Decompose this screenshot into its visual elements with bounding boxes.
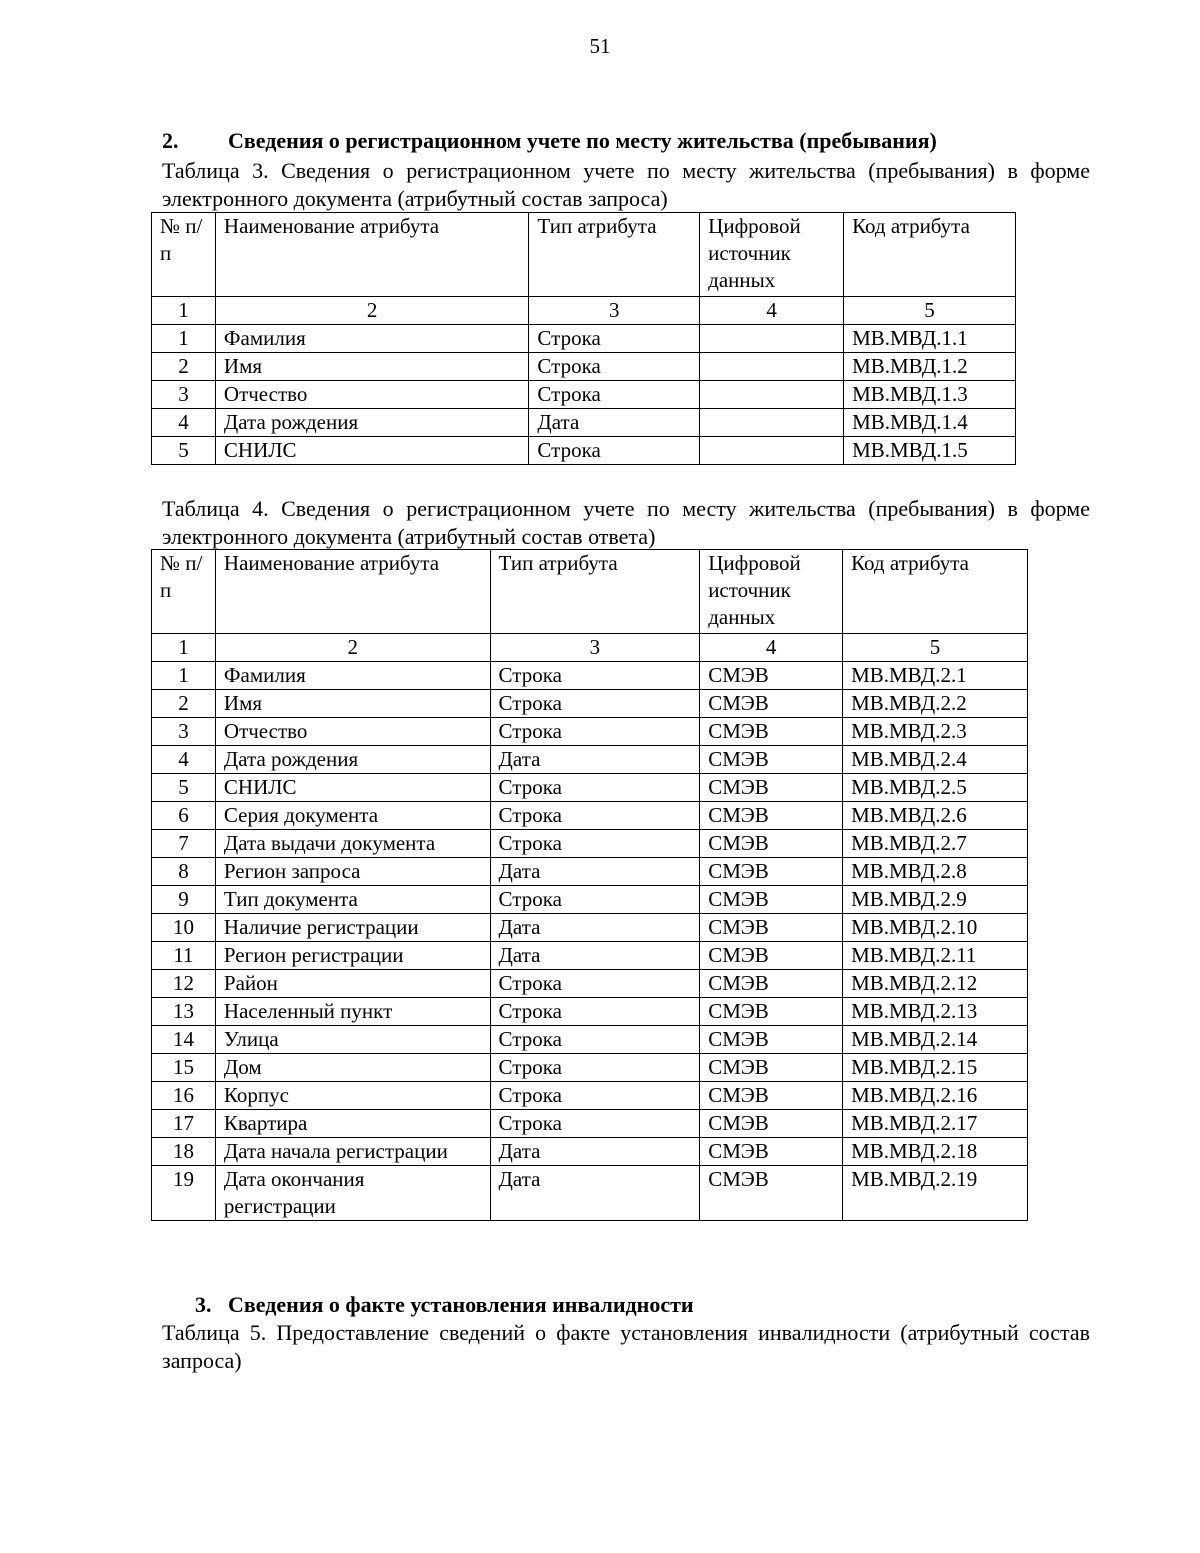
table-cell: Строка (490, 802, 700, 830)
table-cell: СМЭВ (700, 1054, 843, 1082)
table-cell: Тип документа (215, 886, 490, 914)
table-cell: МВ.МВД.2.6 (843, 802, 1028, 830)
table-cell: 4 (152, 409, 216, 437)
table-cell: СМЭВ (700, 1138, 843, 1166)
table-row (152, 437, 1016, 465)
table-header-row (152, 213, 1016, 297)
page-number: 51 (589, 34, 611, 58)
table-cell: СМЭВ (700, 746, 843, 774)
table-cell: СНИЛС (215, 774, 490, 802)
table-cell: МВ.МВД.1.4 (844, 409, 1016, 437)
table-cell: Строка (490, 970, 700, 998)
table-row (152, 802, 1028, 830)
table-header-cell: № п/п (152, 550, 216, 634)
table-cell: Дата (490, 914, 700, 942)
table-cell (700, 381, 844, 409)
table-cell: 1 (152, 325, 216, 353)
table-cell: МВ.МВД.2.2 (843, 690, 1028, 718)
table-cell: Дата рождения (215, 746, 490, 774)
table-header-cell: Тип атрибута (490, 550, 700, 634)
table-cell: СМЭВ (700, 914, 843, 942)
table-cell: Дата начала регистрации (215, 1138, 490, 1166)
table-column-number-cell: 2 (215, 634, 490, 662)
table-cell: Дата (490, 746, 700, 774)
table-header-cell: Код атрибута (843, 550, 1028, 634)
table-cell: 10 (152, 914, 216, 942)
table-cell: Наличие регистрации (215, 914, 490, 942)
table-cell: Дата рождения (215, 409, 529, 437)
table-cell: Строка (490, 718, 700, 746)
table-cell: СМЭВ (700, 942, 843, 970)
table-cell: СМЭВ (700, 858, 843, 886)
section-3-title: Сведения о факте установления инвалидности (228, 1292, 694, 1317)
table-cell: СМЭВ (700, 998, 843, 1026)
table-cell: 11 (152, 942, 216, 970)
table-row (152, 942, 1028, 970)
table-row (152, 830, 1028, 858)
table-row (152, 970, 1028, 998)
table-cell: Серия документа (215, 802, 490, 830)
table-cell: СМЭВ (700, 1110, 843, 1138)
table-column-number-cell: 4 (700, 634, 843, 662)
table-cell (700, 437, 844, 465)
table-cell: Строка (490, 1082, 700, 1110)
table-cell: МВ.МВД.2.3 (843, 718, 1028, 746)
table-row (152, 325, 1016, 353)
table-cell: МВ.МВД.2.1 (843, 662, 1028, 690)
table-cell: СМЭВ (700, 690, 843, 718)
table-cell: СМЭВ (700, 718, 843, 746)
table-cell: МВ.МВД.1.5 (844, 437, 1016, 465)
table-cell: Дата (490, 942, 700, 970)
section-2-heading (162, 128, 937, 154)
table-cell: Улица (215, 1026, 490, 1054)
table-cell: 3 (152, 381, 216, 409)
table-row (152, 998, 1028, 1026)
table-cell: МВ.МВД.2.19 (843, 1166, 1028, 1221)
table-cell: МВ.МВД.2.15 (843, 1054, 1028, 1082)
section-3-number: 3. (195, 1292, 212, 1317)
table-row (152, 914, 1028, 942)
table-cell: Регион регистрации (215, 942, 490, 970)
table-cell: 18 (152, 1138, 216, 1166)
table-cell: МВ.МВД.2.18 (843, 1138, 1028, 1166)
table-cell: Имя (215, 353, 529, 381)
table-cell: МВ.МВД.2.14 (843, 1026, 1028, 1054)
table-cell (700, 353, 844, 381)
table-cell: 15 (152, 1054, 216, 1082)
table-cell: Дата (490, 1138, 700, 1166)
table-row (152, 353, 1016, 381)
table-cell: МВ.МВД.1.1 (844, 325, 1016, 353)
table-cell: Фамилия (215, 325, 529, 353)
table-cell: Населенный пункт (215, 998, 490, 1026)
table-4-caption: Таблица 4. Сведения о регистрационном учете по месту жительства (пребывания) в форме электронного документа (атрибутный состав ответа) (162, 496, 1090, 549)
table-column-number-cell: 5 (844, 297, 1016, 325)
table-cell: Район (215, 970, 490, 998)
table-cell: 16 (152, 1082, 216, 1110)
table-3-caption: Таблица 3. Сведения о регистрационном учете по месту жительства (пребывания) в форме электронного документа (атрибутный состав запроса) (162, 158, 1090, 211)
table-cell: Имя (215, 690, 490, 718)
table-row (152, 1082, 1028, 1110)
table-cell: 1 (152, 662, 216, 690)
table-header-cell: Наименование атрибута (215, 550, 490, 634)
table-row (152, 1166, 1028, 1221)
table-row (152, 662, 1028, 690)
table-cell: 17 (152, 1110, 216, 1138)
table-cell: МВ.МВД.2.9 (843, 886, 1028, 914)
table-column-number-cell: 5 (843, 634, 1028, 662)
table-cell: Отчество (215, 718, 490, 746)
table-header-cell: Цифровой источник данных (700, 213, 844, 297)
table-cell: СМЭВ (700, 886, 843, 914)
table-cell: Строка (490, 886, 700, 914)
table-cell: Дата (490, 858, 700, 886)
table-cell: Строка (529, 353, 700, 381)
table-cell: 8 (152, 858, 216, 886)
table-cell: Строка (529, 325, 700, 353)
table-cell: МВ.МВД.2.13 (843, 998, 1028, 1026)
table-cell: 12 (152, 970, 216, 998)
table-cell: СНИЛС (215, 437, 529, 465)
table-cell: Строка (490, 662, 700, 690)
table-cell: МВ.МВД.2.4 (843, 746, 1028, 774)
table-header-cell: Наименование атрибута (215, 213, 529, 297)
table-row (152, 774, 1028, 802)
table-cell: МВ.МВД.2.12 (843, 970, 1028, 998)
table-header-cell: Код атрибута (844, 213, 1016, 297)
table-cell: Строка (490, 1026, 700, 1054)
table-row (152, 1138, 1028, 1166)
table-cell: 3 (152, 718, 216, 746)
table-row (152, 718, 1028, 746)
table-cell: Дата окончания регистрации (215, 1166, 490, 1221)
table-4 (151, 549, 1028, 1221)
table-cell: Дата (490, 1166, 700, 1221)
table-cell: 5 (152, 437, 216, 465)
table-3 (151, 212, 1016, 465)
table-cell: Дата (529, 409, 700, 437)
table-cell: МВ.МВД.1.3 (844, 381, 1016, 409)
table-row (152, 690, 1028, 718)
table-cell: Регион запроса (215, 858, 490, 886)
table-cell: Отчество (215, 381, 529, 409)
section-2-title: Сведения о регистрационном учете по месту жительства (пребывания) (228, 128, 937, 153)
table-header-cell: № п/п (152, 213, 216, 297)
table-header-row (152, 550, 1028, 634)
table-cell: 7 (152, 830, 216, 858)
table-cell (700, 409, 844, 437)
table-cell: 13 (152, 998, 216, 1026)
table-column-number-cell: 1 (152, 634, 216, 662)
table-cell: Строка (529, 437, 700, 465)
table-cell: Дата выдачи документа (215, 830, 490, 858)
table-cell: 6 (152, 802, 216, 830)
table-cell: СМЭВ (700, 802, 843, 830)
table-cell: МВ.МВД.2.10 (843, 914, 1028, 942)
table-row (152, 409, 1016, 437)
table-column-number-row (152, 634, 1028, 662)
table-row (152, 1110, 1028, 1138)
table-column-number-cell: 1 (152, 297, 216, 325)
table-cell: МВ.МВД.2.8 (843, 858, 1028, 886)
table-cell: МВ.МВД.1.2 (844, 353, 1016, 381)
table-cell: СМЭВ (700, 1082, 843, 1110)
table-cell: МВ.МВД.2.17 (843, 1110, 1028, 1138)
table-cell: 19 (152, 1166, 216, 1221)
table-row (152, 1026, 1028, 1054)
table-cell: 14 (152, 1026, 216, 1054)
table-cell: Строка (490, 1110, 700, 1138)
table-cell (700, 325, 844, 353)
table-cell: Строка (490, 1054, 700, 1082)
table-cell: Корпус (215, 1082, 490, 1110)
table-cell: СМЭВ (700, 1166, 843, 1221)
section-3-heading (195, 1292, 694, 1318)
table-header-cell: Тип атрибута (529, 213, 700, 297)
table-cell: 2 (152, 690, 216, 718)
table-row (152, 746, 1028, 774)
table-column-number-cell: 3 (529, 297, 700, 325)
table-row (152, 381, 1016, 409)
section-2-number: 2. (162, 128, 179, 153)
table-header-cell: Цифровой источник данных (700, 550, 843, 634)
table-5-caption: Таблица 5. Предоставление сведений о факте установления инвалидности (атрибутный состав запроса) (162, 1320, 1090, 1373)
table-column-number-cell: 4 (700, 297, 844, 325)
table-cell: МВ.МВД.2.11 (843, 942, 1028, 970)
table-cell: 5 (152, 774, 216, 802)
table-column-number-cell: 3 (490, 634, 700, 662)
table-cell: Квартира (215, 1110, 490, 1138)
table-column-number-row (152, 297, 1016, 325)
table-cell: Строка (529, 381, 700, 409)
table-cell: МВ.МВД.2.7 (843, 830, 1028, 858)
table-cell: 9 (152, 886, 216, 914)
table-cell: 4 (152, 746, 216, 774)
table-row (152, 858, 1028, 886)
table-cell: Фамилия (215, 662, 490, 690)
table-row (152, 886, 1028, 914)
table-cell: СМЭВ (700, 662, 843, 690)
table-cell: СМЭВ (700, 1026, 843, 1054)
table-cell: Строка (490, 690, 700, 718)
table-cell: Строка (490, 774, 700, 802)
table-cell: МВ.МВД.2.16 (843, 1082, 1028, 1110)
table-cell: 2 (152, 353, 216, 381)
table-cell: СМЭВ (700, 970, 843, 998)
table-cell: Дом (215, 1054, 490, 1082)
table-cell: МВ.МВД.2.5 (843, 774, 1028, 802)
table-row (152, 1054, 1028, 1082)
table-column-number-cell: 2 (215, 297, 529, 325)
table-cell: СМЭВ (700, 774, 843, 802)
table-cell: Строка (490, 998, 700, 1026)
table-cell: СМЭВ (700, 830, 843, 858)
table-cell: Строка (490, 830, 700, 858)
